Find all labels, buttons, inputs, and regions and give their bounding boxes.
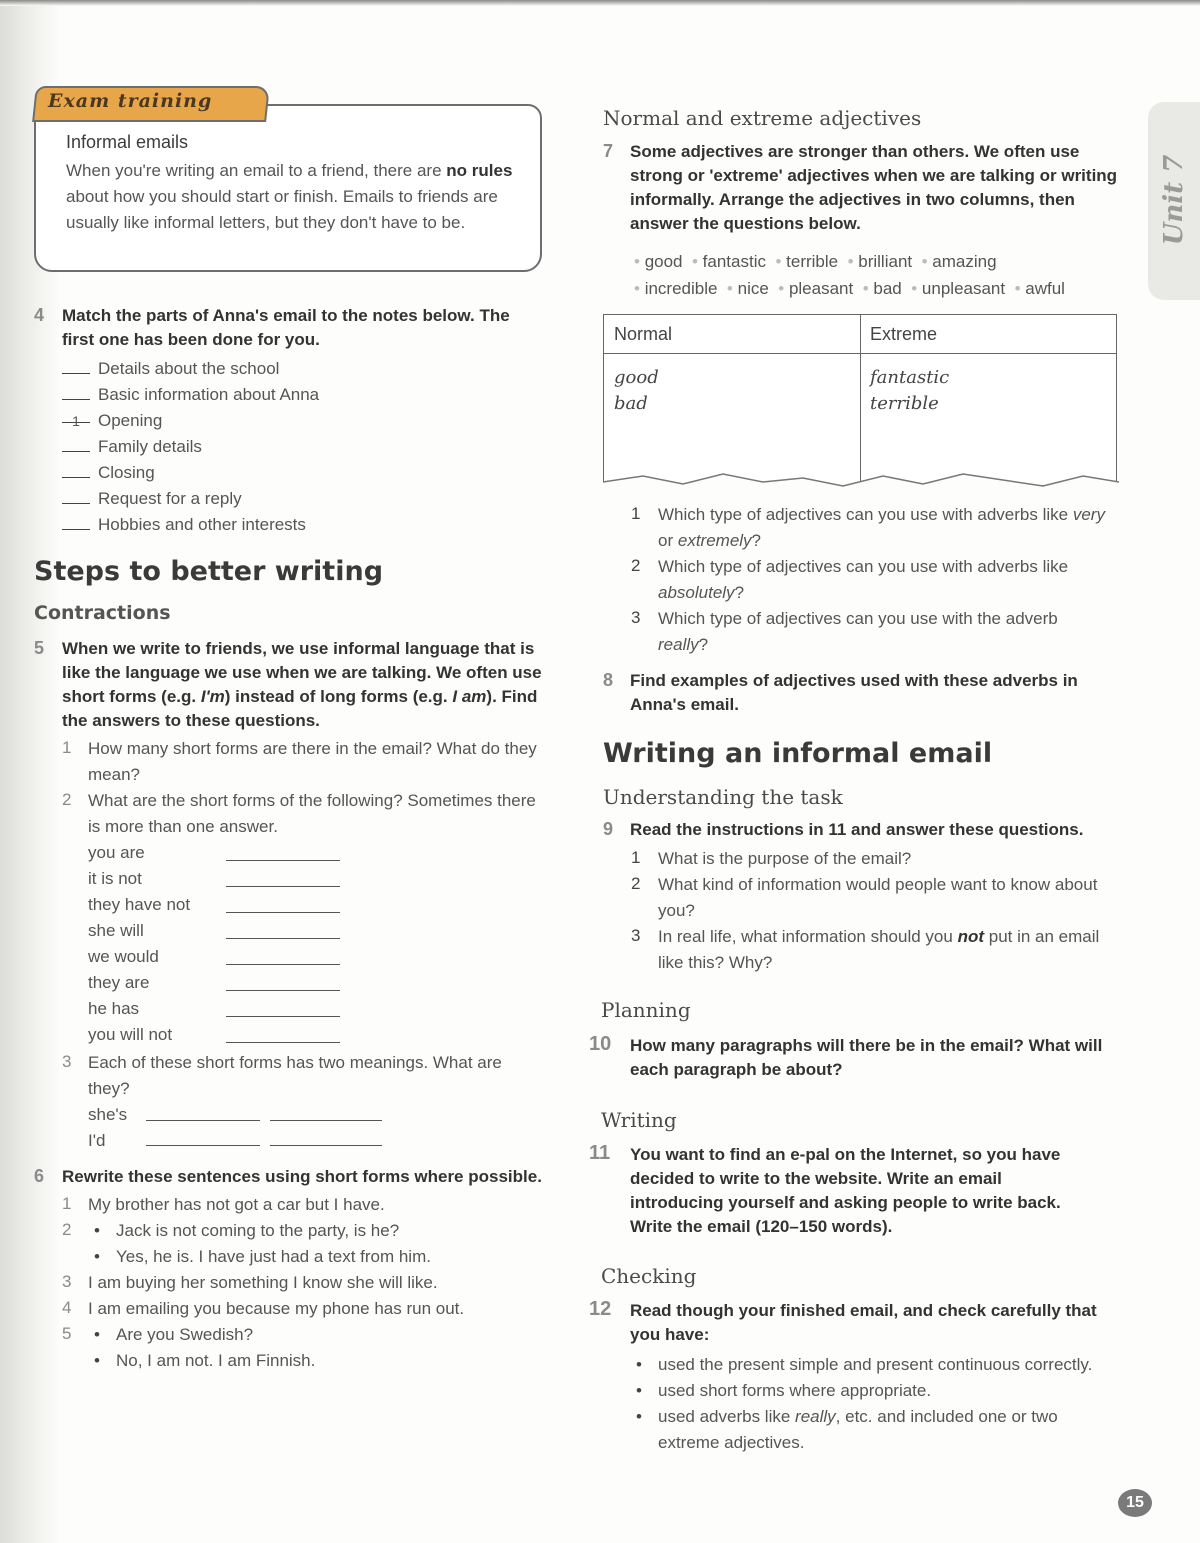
answer-blank[interactable] (62, 385, 90, 400)
word-dot: • (773, 279, 785, 298)
word-bank-row (634, 248, 1134, 275)
word-bank-row (634, 275, 1134, 302)
check3-text-c: , etc. and included one or two extreme adjectives. (658, 1407, 1058, 1452)
ex4-item (62, 382, 319, 408)
ex6-s1-number: 1 (62, 1194, 72, 1213)
question-mark: ? (698, 635, 709, 654)
ex6-sentence: My brother has not got a car but I have. (88, 1195, 385, 1214)
word-dot: • (842, 252, 854, 271)
ex10-number: 10 (589, 1033, 612, 1055)
ex9-q2: What kind of information would people want to know about you? (658, 875, 1098, 920)
ex4-item-text: Hobbies and other interests (98, 515, 306, 534)
ex4-number: 4 (34, 305, 45, 325)
word-dot: • (770, 252, 782, 271)
ex11-instruction: You want to find an e-pal on the Internet, so you have decided to write to the website. Write an email introducing yourself and asking people to write back. Write the email (120–150 words). (630, 1145, 1061, 1236)
table-torn-edge (603, 468, 1119, 498)
ex6-sentence: • Are you Swedish? (116, 1322, 253, 1348)
ex6-s2-number: 2 (62, 1220, 72, 1239)
planning-subtitle: Planning (601, 998, 691, 1022)
extreme-entry[interactable]: fantastic (870, 367, 950, 388)
ex6-sentence: • Yes, he is. I have just had a text from him. (116, 1244, 431, 1270)
ex7-q1-number: 1 (631, 504, 641, 523)
ex5-q3-number: 3 (62, 1052, 72, 1071)
table-header-extreme: Extreme (870, 324, 938, 344)
answer-blank[interactable] (62, 489, 90, 504)
answer-line[interactable] (226, 964, 340, 965)
ex6-sentence: • Jack is not coming to the party, is he? (116, 1218, 399, 1244)
ex12-number: 12 (589, 1298, 612, 1320)
answer-line[interactable] (146, 1120, 260, 1121)
form-label: they have not (88, 895, 191, 914)
ex6-instruction: Rewrite these sentences using short forms where possible. (62, 1167, 542, 1186)
ex5-q1-number: 1 (62, 738, 72, 757)
word-dot: • (634, 252, 640, 271)
exam-training-body (66, 158, 516, 236)
ex5-eg2: I am (452, 687, 487, 706)
form-label: she will (88, 921, 144, 940)
answer-line[interactable] (270, 1120, 382, 1121)
exam-body-part1: When you're writing an email to a friend, there are (66, 161, 442, 180)
word-dot: • (1009, 279, 1021, 298)
two-meaning-form: I'd (88, 1131, 106, 1150)
ex4-item-text: Request for a reply (98, 489, 242, 508)
ex7-q3-number: 3 (631, 608, 641, 627)
answer-line[interactable] (226, 1016, 340, 1017)
check3-text-a: used adverbs like (658, 1407, 791, 1426)
answer-line[interactable] (226, 938, 340, 939)
answer-line[interactable] (226, 886, 340, 887)
normal-entry[interactable]: good (614, 367, 659, 388)
ex4-item (62, 408, 162, 434)
understanding-subtitle: Understanding the task (603, 785, 843, 809)
normal-entry[interactable]: bad (614, 393, 648, 414)
ex4-item (62, 460, 155, 486)
ex5-instr-3: ). Find the answers to these questions. (62, 687, 538, 730)
word-dot: • (857, 279, 869, 298)
exam-body-part2: about how you should start or finish. Emails to friends are usually like informal letters, but they don't have to be. (66, 187, 498, 232)
ex4-instruction: Match the parts of Anna's email to the notes below. The first one has been done for you. (62, 306, 510, 349)
ex11-number: 11 (589, 1142, 611, 1164)
ex7-instruction: Some adjectives are stronger than others. We often use strong or 'extreme' adjectives when we are talking or writing informally. Arrange the adjectives in two columns, then answer the questions below. (630, 142, 1118, 233)
answer-line[interactable] (226, 1042, 340, 1043)
ex4-item-text: Opening (98, 411, 163, 430)
ex9-q3-text-c: put in an email like this? Why? (658, 927, 1100, 972)
answer-blank[interactable]: 1 (62, 408, 90, 423)
check3-really: really (795, 1407, 836, 1426)
answer-line[interactable] (146, 1145, 260, 1146)
ex7-q1 (658, 502, 1108, 554)
ex5-eg1: I'm (200, 687, 225, 706)
table-header-normal: Normal (614, 324, 673, 344)
adjectives-table (603, 314, 1117, 486)
ex5-instr-1: When we write to friends, we use informal language that is like the language we use when we are talking. We often use short forms (e.g. (62, 639, 542, 706)
question-mark: ? (734, 583, 745, 602)
question-mark: ? (751, 531, 762, 550)
answer-blank[interactable] (62, 437, 90, 452)
ex9-q3-text-a: In real life, what information should you (658, 927, 953, 946)
answer-line[interactable] (270, 1145, 382, 1146)
checklist-item: • used short forms where appropriate. (658, 1378, 931, 1404)
ex7-q2 (658, 554, 1108, 606)
word: bad (873, 279, 902, 298)
two-meaning-form: she's (88, 1105, 128, 1124)
form-label: we would (88, 947, 159, 966)
exam-training-heading: Informal emails (66, 132, 189, 152)
word-bank (634, 248, 1134, 302)
ex9-q2-number: 2 (631, 874, 641, 893)
ex4-item (62, 486, 242, 512)
ex6-s5-number: 5 (62, 1324, 72, 1343)
adverb-very: very (1072, 505, 1105, 524)
ex4-item (62, 512, 306, 538)
word: good (644, 252, 683, 271)
ex5-instruction (62, 637, 552, 733)
word-dot: • (634, 279, 640, 298)
ex6-s4-number: 4 (62, 1298, 72, 1317)
answer-line[interactable] (226, 860, 340, 861)
ex12-instruction: Read though your finished email, and check carefully that you have: (630, 1301, 1097, 1344)
ex4-item-text: Details about the school (98, 359, 280, 378)
word-dot: • (722, 279, 733, 298)
page-number-badge: 15 (1118, 1489, 1152, 1517)
word: unpleasant (921, 279, 1006, 298)
ex5-q2: What are the short forms of the following? Sometimes there is more than one answer. (88, 791, 536, 836)
word: pleasant (788, 279, 854, 298)
ex9-number: 9 (603, 819, 614, 839)
ex5-q3: Each of these short forms has two meanings. What are they? (88, 1053, 502, 1098)
ex6-sentence: • No, I am not. I am Finnish. (116, 1348, 315, 1374)
writing-subtitle: Writing (601, 1108, 677, 1132)
adjectives-subtitle: Normal and extreme adjectives (603, 106, 922, 130)
word-dot: • (916, 252, 928, 271)
ex8-instruction: Find examples of adjectives used with these adverbs in Anna's email. (630, 671, 1078, 714)
word: incredible (644, 279, 718, 298)
word: fantastic (702, 252, 766, 271)
checklist-item (658, 1404, 1098, 1456)
word: brilliant (858, 252, 913, 271)
word: amazing (932, 252, 997, 271)
adverb-really: really (658, 635, 699, 654)
ex7-q1-or: or (658, 531, 674, 550)
page-top-edge (0, 0, 1200, 6)
form-label: you are (88, 843, 145, 862)
ex5-q1: How many short forms are there in the email? What do they mean? (88, 739, 537, 784)
checking-subtitle: Checking (601, 1264, 697, 1288)
ex9-q3 (658, 924, 1108, 976)
ex4-item-text: Closing (98, 463, 155, 482)
ex6-sentence: I am buying her something I know she will like. (88, 1273, 438, 1292)
ex9-q3-not: not (957, 927, 984, 946)
ex10-instruction: How many paragraphs will there be in the email? What will each paragraph be about? (630, 1036, 1103, 1079)
form-label: you will not (88, 1025, 173, 1044)
answer-line[interactable] (226, 912, 340, 913)
word: nice (737, 279, 769, 298)
ex9-q1: What is the purpose of the email? (658, 849, 912, 868)
ex6-s3-number: 3 (62, 1272, 72, 1291)
ex5-number: 5 (34, 638, 45, 658)
ex8-number: 8 (603, 670, 614, 690)
ex9-q1-number: 1 (631, 848, 641, 867)
ex7-q1-text: Which type of adjectives can you use with adverbs like (658, 505, 1069, 524)
writing-title: Writing an informal email (603, 738, 993, 769)
word-dot: • (687, 252, 698, 271)
form-label: he has (88, 999, 140, 1018)
answer-blank[interactable] (62, 515, 90, 530)
table-column-divider (860, 315, 861, 485)
ex5-q2-number: 2 (62, 790, 72, 809)
ex6-sentence: I am emailing you because my phone has run out. (88, 1299, 465, 1318)
steps-title: Steps to better writing (34, 556, 384, 587)
ex4-item (62, 434, 202, 460)
contractions-subtitle: Contractions (34, 602, 171, 624)
ex9-instruction: Read the instructions in 11 and answer these questions. (630, 820, 1084, 839)
ex7-q2-number: 2 (631, 556, 641, 575)
extreme-entry[interactable]: terrible (870, 393, 939, 414)
word-dot: • (906, 279, 918, 298)
answer-blank[interactable] (62, 359, 90, 374)
answer-blank[interactable] (62, 463, 90, 478)
ex5-instr-2: ) instead of long forms (e.g. (224, 687, 448, 706)
ex6-number: 6 (34, 1166, 45, 1186)
ex7-q3-text: Which type of adjectives can you use with the adverb (658, 609, 1058, 628)
exam-body-bold: no rules (446, 161, 513, 180)
checklist-item: • used the present simple and present continuous correctly. (658, 1352, 1092, 1378)
adverb-absolutely: absolutely (658, 583, 735, 602)
ex4-item (62, 356, 279, 382)
word: terrible (786, 252, 839, 271)
adverb-extremely: extremely (677, 531, 752, 550)
ex7-number: 7 (603, 141, 614, 161)
ex7-q3 (658, 606, 1108, 658)
ex9-q3-number: 3 (631, 926, 641, 945)
answer-line[interactable] (226, 990, 340, 991)
exam-training-tab-label: Exam training (48, 90, 213, 112)
ex4-item-text: Family details (98, 437, 202, 456)
unit-label: Unit 7 (1159, 154, 1189, 246)
ex4-item-text: Basic information about Anna (98, 385, 320, 404)
ex7-q2-text: Which type of adjectives can you use with adverbs like (658, 557, 1069, 576)
form-label: it is not (88, 869, 142, 888)
word: awful (1025, 279, 1065, 298)
form-label: they are (88, 973, 150, 992)
